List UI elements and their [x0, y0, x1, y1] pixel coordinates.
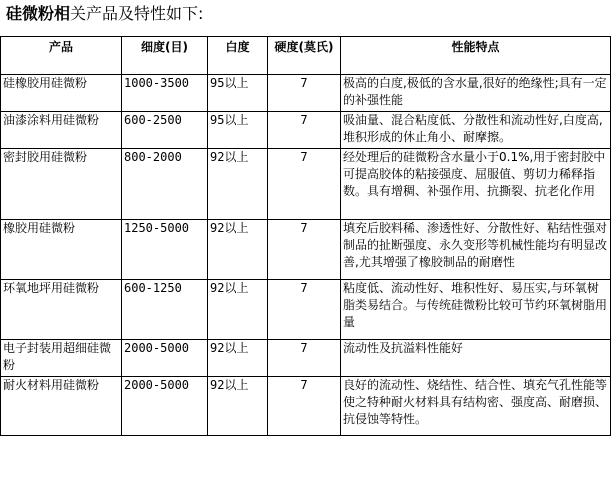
cell-hardness: 7: [268, 149, 341, 220]
table-row: [1, 75, 611, 112]
cell-whiteness: 92以上: [208, 149, 268, 220]
cell-product: 油漆涂料用硅微粉: [1, 112, 122, 149]
cell-product: 密封胶用硅微粉: [1, 149, 122, 220]
cell-hardness: 7: [268, 280, 341, 340]
cell-hardness: 7: [268, 112, 341, 149]
cell-features: 吸油量、混合粘度低、分散性和流动性好,白度高,堆积形成的休止角小、耐摩擦。: [341, 112, 611, 149]
cell-whiteness: 92以上: [208, 377, 268, 436]
cell-whiteness: 92以上: [208, 340, 268, 377]
cell-product: 橡胶用硅微粉: [1, 220, 122, 280]
cell-product: 电子封装用超细硅微粉: [1, 340, 122, 377]
page-heading: [6, 2, 203, 26]
table-row: [1, 149, 611, 220]
table-row: [1, 340, 611, 377]
cell-features: 粘度低、流动性好、堆积性好、易压实,与环氧树脂类易结合。与传统硅微粉比较可节约环氧树脂用量: [341, 280, 611, 340]
cell-fineness: 1250-5000: [122, 220, 208, 280]
cell-fineness: 1000-3500: [122, 75, 208, 112]
cell-whiteness: 92以上: [208, 220, 268, 280]
heading-bold-part: 硅微粉相: [6, 4, 71, 23]
cell-fineness: 800-2000: [122, 149, 208, 220]
cell-product: 耐火材料用硅微粉: [1, 377, 122, 436]
table-row: [1, 280, 611, 340]
cell-hardness: 7: [268, 75, 341, 112]
header-fineness: 细度(目): [122, 37, 208, 75]
cell-hardness: 7: [268, 340, 341, 377]
cell-product: 环氧地坪用硅微粉: [1, 280, 122, 340]
cell-features: 经处理后的硅微粉含水量小于0.1%,用于密封胶中可提高胶体的粘接强度、屈服值、剪切力稀释指数。具有增稠、补强作用、抗撕裂、抗老化作用: [341, 149, 611, 220]
cell-hardness: 7: [268, 377, 341, 436]
cell-product: 硅橡胶用硅微粉: [1, 75, 122, 112]
header-whiteness: 白度: [208, 37, 268, 75]
cell-fineness: 600-1250: [122, 280, 208, 340]
heading-rest-part: 关产品及特性如下:: [70, 4, 204, 23]
cell-fineness: 2000-5000: [122, 377, 208, 436]
cell-whiteness: 95以上: [208, 112, 268, 149]
cell-features: 流动性及抗溢料性能好: [341, 340, 611, 377]
table-row: [1, 377, 611, 436]
table-header-row: [1, 37, 611, 75]
cell-whiteness: 92以上: [208, 280, 268, 340]
product-spec-table: [0, 36, 611, 436]
header-hardness: 硬度(莫氏): [268, 37, 341, 75]
cell-hardness: 7: [268, 220, 341, 280]
cell-features: 填充后胶料稀、渗透性好、分散性好、粘结性强对制品的扯断强度、永久变形等机械性能均有明显改善,尤其增强了橡胶制品的耐磨性: [341, 220, 611, 280]
cell-whiteness: 95以上: [208, 75, 268, 112]
cell-fineness: 600-2500: [122, 112, 208, 149]
table-row: [1, 220, 611, 280]
cell-features: 良好的流动性、烧结性、结合性、填充气孔性能等使之特种耐火材料具有结构密、强度高、耐磨损、抗侵蚀等特性。: [341, 377, 611, 436]
header-product: 产品: [1, 37, 122, 75]
header-features: 性能特点: [341, 37, 611, 75]
cell-features: 极高的白度,极低的含水量,很好的绝缘性;具有一定的补强性能: [341, 75, 611, 112]
table-row: [1, 112, 611, 149]
cell-fineness: 2000-5000: [122, 340, 208, 377]
